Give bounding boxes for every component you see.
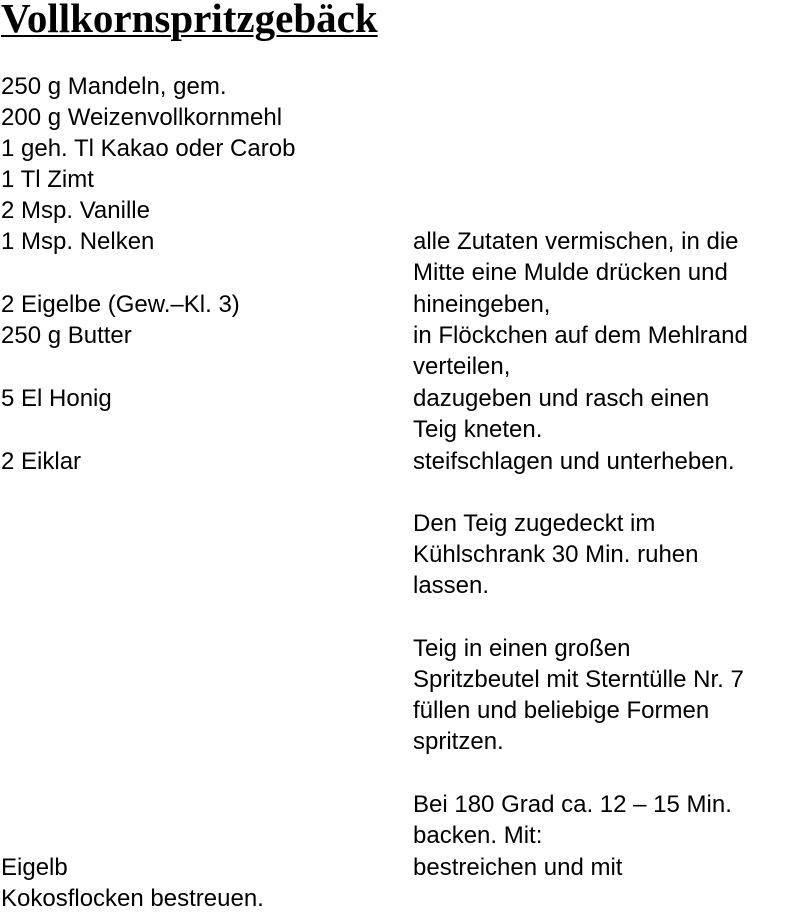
instruction-line: in Flöckchen auf dem Mehlrand: [413, 322, 748, 349]
ingredient-line: 2 Msp. Vanille: [1, 197, 150, 224]
ingredient-line: 5 El Honig: [1, 385, 112, 412]
instruction-line: Kühlschrank 30 Min. ruhen: [413, 541, 699, 568]
instruction-line: verteilen,: [413, 353, 511, 380]
recipe-title: Vollkornspritzgebäck: [1, 0, 378, 41]
ingredient-line: 1 geh. Tl Kakao oder Carob: [1, 135, 296, 162]
instruction-line: steifschlagen und unterheben.: [413, 448, 735, 475]
instruction-line: Spritzbeutel mit Sterntülle Nr. 7: [413, 666, 744, 693]
instruction-line: Mitte eine Mulde drücken und: [413, 259, 728, 286]
ingredient-line: Kokosflocken bestreuen.: [1, 885, 264, 912]
ingredient-line: 2 Eigelbe (Gew.–Kl. 3): [1, 291, 240, 318]
instruction-line: Teig in einen großen: [413, 635, 631, 662]
instruction-line: Bei 180 Grad ca. 12 – 15 Min.: [413, 791, 732, 818]
instruction-line: dazugeben und rasch einen: [413, 385, 710, 412]
ingredient-line: 250 g Butter: [1, 322, 132, 349]
instruction-line: bestreichen und mit: [413, 854, 623, 881]
instruction-line: lassen.: [413, 572, 490, 599]
instruction-line: füllen und beliebige Formen: [413, 697, 710, 724]
instruction-line: Teig kneten.: [413, 416, 543, 443]
ingredient-line: 1 Tl Zimt: [1, 166, 94, 193]
ingredient-line: 200 g Weizenvollkornmehl: [1, 104, 283, 131]
instruction-line: backen. Mit:: [413, 822, 543, 849]
instruction-line: alle Zutaten vermischen, in die: [413, 228, 739, 255]
instruction-line: Den Teig zugedeckt im: [413, 510, 656, 537]
ingredient-line: 2 Eiklar: [1, 448, 82, 475]
instruction-line: spritzen.: [413, 728, 504, 755]
instruction-line: hineingeben,: [413, 291, 551, 318]
ingredient-line: 250 g Mandeln, gem.: [1, 73, 227, 100]
ingredient-line: 1 Msp. Nelken: [1, 228, 155, 255]
ingredient-line: Eigelb: [1, 854, 68, 881]
